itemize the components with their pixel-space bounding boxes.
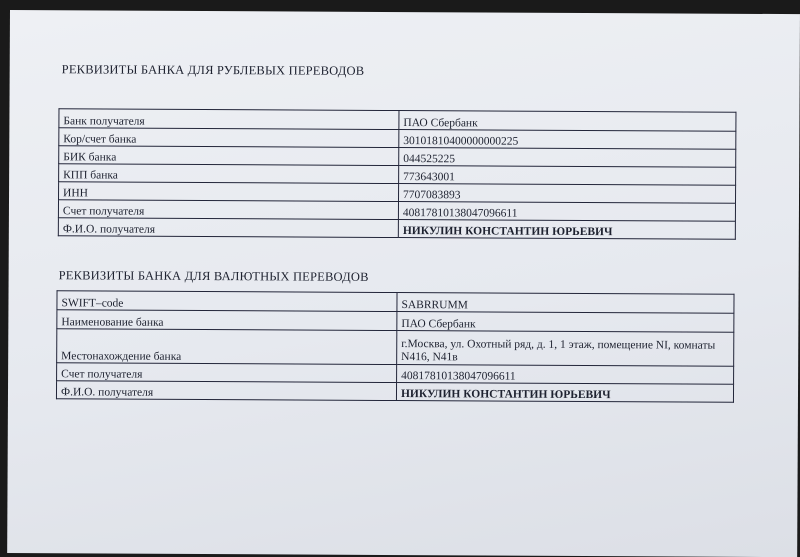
row-value: 40817810138047096611 (398, 202, 735, 222)
row-label: SWIFT–code (57, 291, 397, 312)
row-value: ПАО Сбербанк (399, 111, 736, 132)
row-label: БИК банка (59, 146, 399, 166)
row-label: Наименование банка (57, 310, 397, 331)
row-label: Ф.И.О. получателя (58, 218, 398, 238)
row-value: г.Москва, ул. Охотный ряд, д. 1, 1 этаж, помещение NI, комнаты N416, N41в (397, 331, 734, 367)
ruble-requisites-table (58, 108, 737, 240)
row-label: КПП банка (59, 164, 399, 184)
row-value: НИКУЛИН КОНСТАНТИН ЮРЬЕВИЧ (396, 383, 733, 403)
row-value: 773643001 (399, 166, 736, 186)
row-value: 7707083893 (399, 184, 736, 204)
row-label: Счет получателя (58, 200, 398, 220)
paper-sheet (7, 10, 800, 557)
ruble-section-title: РЕКВИЗИТЫ БАНКА ДЛЯ РУБЛЕВЫХ ПЕРЕВОДОВ (61, 62, 365, 78)
row-label: Кор/счет банка (59, 128, 399, 148)
currency-requisites-table (56, 290, 735, 403)
row-value: 30101810400000000225 (399, 130, 736, 150)
row-value: 40817810138047096611 (397, 365, 734, 385)
row-label: Банк получателя (59, 109, 399, 130)
table-row (58, 218, 735, 240)
table-row (57, 329, 734, 367)
row-label: Ф.И.О. получателя (56, 381, 396, 401)
currency-section-title: РЕКВИЗИТЫ БАНКА ДЛЯ ВАЛЮТНЫХ ПЕРЕВОДОВ (58, 268, 369, 284)
row-value: НИКУЛИН КОНСТАНТИН ЮРЬЕВИЧ (398, 220, 735, 240)
row-label: Местонахождение банка (57, 329, 397, 365)
table-row (56, 381, 733, 403)
row-value: SABRRUMM (397, 293, 734, 314)
row-label: Счет получателя (57, 363, 397, 383)
row-value: ПАО Сбербанк (397, 312, 734, 333)
row-label: ИНН (59, 182, 399, 202)
row-value: 044525225 (399, 148, 736, 168)
